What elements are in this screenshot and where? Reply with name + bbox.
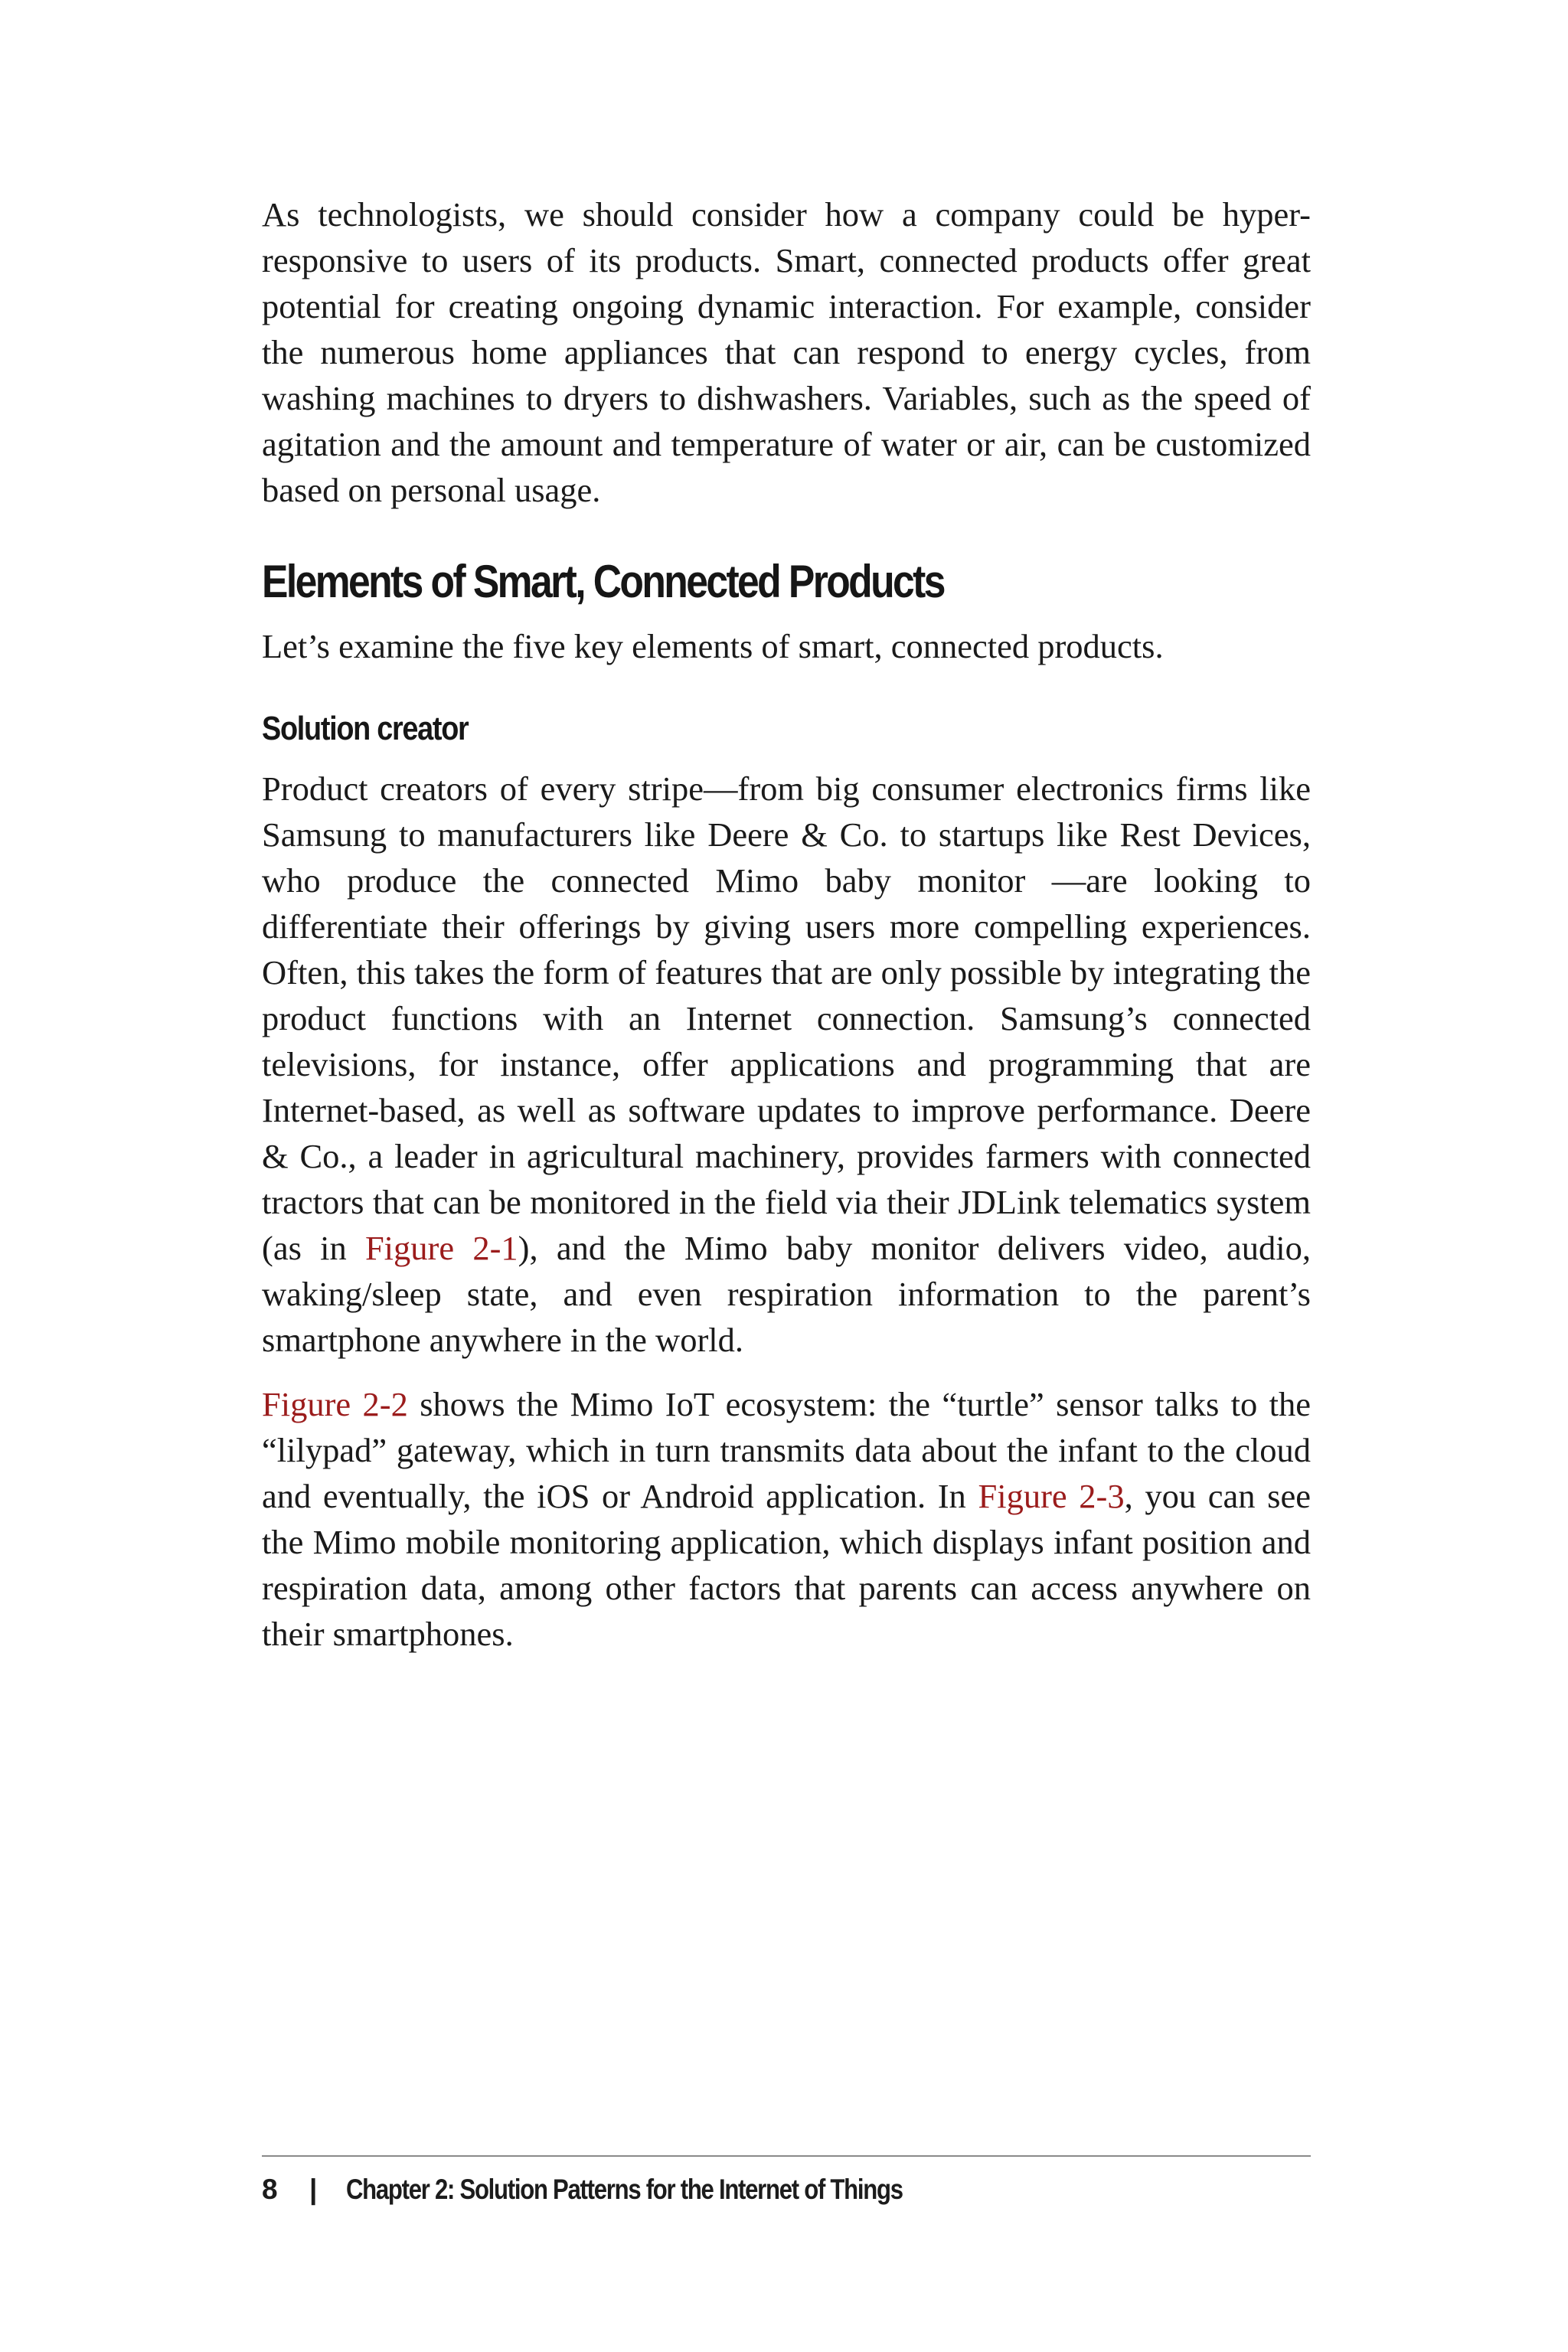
- paragraph-text: ), and the Mimo baby monitor delivers video, audio, waking/sleep state, and even respiration information to the parent’s smartphone anywhere in the world.: [262, 1229, 1311, 1359]
- page-footer: [262, 2168, 1009, 2211]
- figure-2-2-link[interactable]: Figure 2-2: [262, 1385, 408, 1423]
- paragraph-mimo-ecosystem: [262, 1381, 1311, 1657]
- paragraph-text: , you can see the Mimo mobile monitoring application, which displays infant position and respiration data, among other factors that parents can access anywhere on their smartphones.: [262, 1477, 1311, 1653]
- figure-2-3-link[interactable]: Figure 2-3: [978, 1477, 1125, 1515]
- page-number: 8: [262, 2174, 278, 2205]
- paragraph-text: shows the Mimo IoT ecosystem: the “turtle” sensor talks to the “lilypad” gateway, which in turn transmits data about the infant to the cloud and eventually, the iOS or Android application. In: [262, 1385, 1311, 1515]
- paragraph-solution-creator: [262, 766, 1311, 1363]
- section-intro: Let’s examine the five key elements of smart, connected products.: [262, 627, 1164, 665]
- section-heading: Elements of Smart, Connected Products: [262, 556, 944, 607]
- subsection-heading: Solution creator: [262, 710, 469, 747]
- figure-2-1-link[interactable]: Figure 2-1: [364, 1229, 518, 1267]
- chapter-title: Chapter 2: Solution Patterns for the Internet of Things: [346, 2174, 903, 2205]
- footer-divider: [262, 2155, 1311, 2157]
- footer-separator: |: [309, 2174, 318, 2205]
- paragraph-text: Product creators of every stripe—from big consumer electronics firms like Samsung to manufacturers like Deere & Co. to startups like Rest Devices, who produce the connected Mimo baby monitor —are looking to differentiate their offerings by giving users more compelling experiences. Often, this takes the form of features that are only possible by integrating the product functions with an Internet connection. Samsung’s connected televisions, for instance, offer applications and programming that are Internet-based, as well as software updates to improve performance. Deere & Co., a leader in agricultural machinery, provides farmers with connected tractors that can be monitored in the field via their JDLink telematics system (as in: [262, 769, 1311, 1267]
- page-content: [262, 191, 1311, 1657]
- paragraph-technologists: As technologists, we should consider how a company could be hyper-responsive to users of its products. Smart, connected products offer great potential for creating ongoing dynamic interaction. For example, consider the numerous home appliances that can respond to energy cycles, from washing machines to dryers to dishwashers. Variables, such as the speed of agitation and the amount and temperature of water or air, can be customized based on personal usage.: [262, 195, 1311, 509]
